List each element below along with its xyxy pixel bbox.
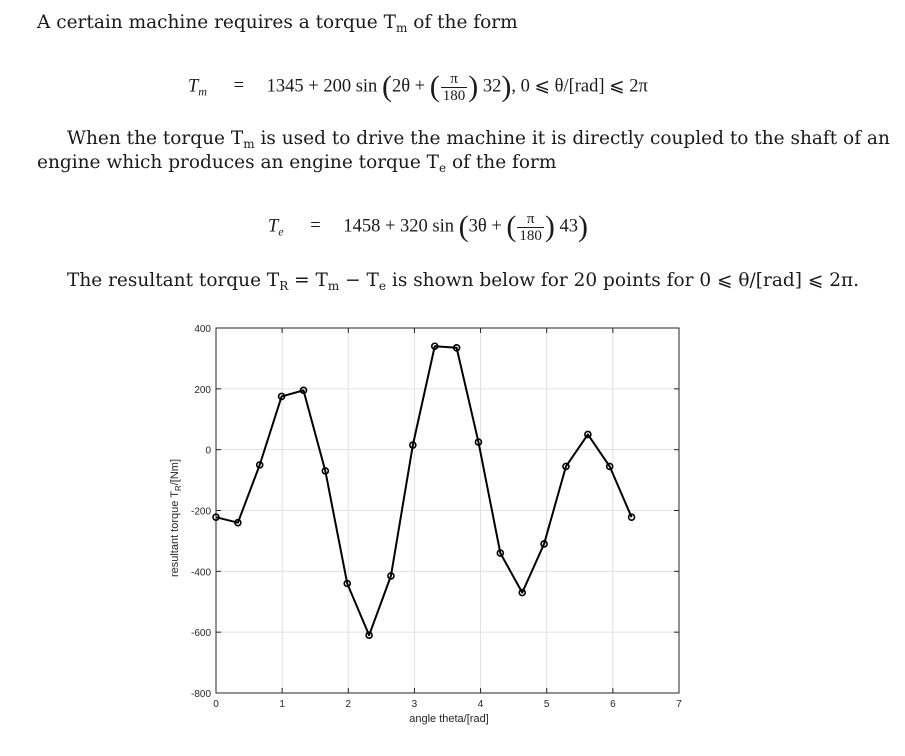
x-tick-label: 4 — [477, 699, 484, 710]
equation-te: $T_e = 1458 + 320$ sin (3θ + ( $\frac{\pi}{180}$ ) 43) — [268, 210, 589, 244]
x-tick-label: 1 — [279, 699, 285, 710]
series — [213, 343, 635, 638]
x-axis-label: angle theta/[rad] — [409, 713, 489, 725]
y-tick-label: -400 — [190, 567, 211, 579]
para-2-line-2: engine which produces an engine torque $T_e$ of the form — [37, 152, 557, 175]
torque-chart — [160, 318, 700, 738]
x-tick-label: 3 — [411, 699, 418, 710]
x-tick-label: 0 — [213, 699, 219, 710]
series-line — [216, 346, 632, 635]
x-tick-label: 2 — [345, 699, 352, 710]
y-tick-label: 200 — [194, 384, 211, 396]
para-2-line-1: When the torque $T_m$ is used to drive the machine it is directly coupled to the shaft of an — [67, 128, 890, 151]
x-tick-label: 7 — [676, 699, 682, 710]
y-tick-label: -200 — [190, 506, 211, 518]
equation-tm: $T_m = 1345 + 200$ sin (2θ + ( $\frac{\pi}{180}$ ) 32), 0 ⩽ θ/[rad] ⩽ 2π — [188, 70, 648, 104]
x-tick-label: 6 — [610, 699, 616, 710]
y-tick-label: 0 — [205, 445, 211, 457]
y-tick-label: 400 — [194, 324, 211, 335]
y-axis-label: resultant torque $T_R/[Nm]$ — [169, 458, 183, 578]
axes — [191, 324, 682, 710]
x-tick-label: 5 — [543, 699, 550, 710]
para-3: The resultant torque $T_R = T_m - T_e$ is shown below for 20 points for 0 ⩽ θ/[rad] ⩽ 2π. — [67, 270, 860, 293]
grid — [216, 328, 679, 693]
y-tick-label: -600 — [190, 628, 211, 640]
y-tick-label: -800 — [190, 689, 211, 700]
intro-text: A certain machine requires a torque $T_m$ of the form — [37, 12, 518, 35]
